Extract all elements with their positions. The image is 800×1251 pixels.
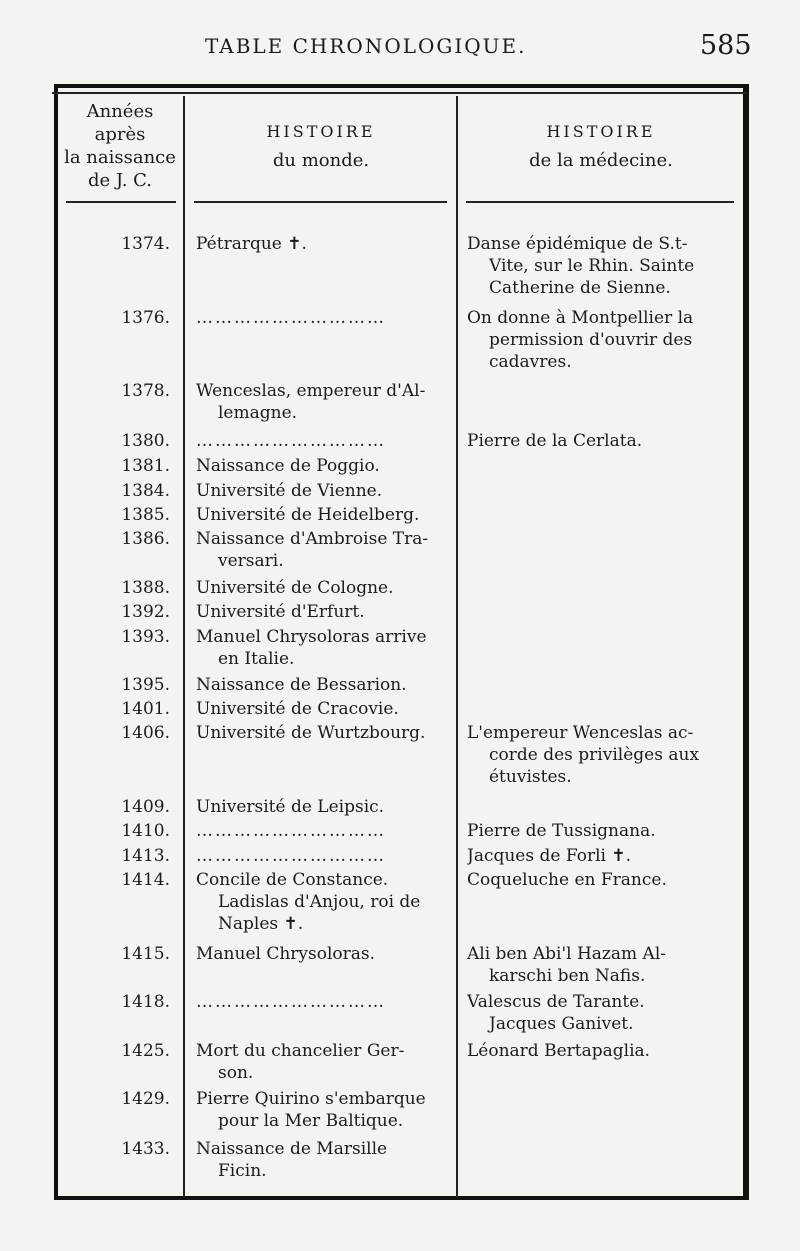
world-event-cell <box>196 1040 458 1084</box>
dot-leader: ………………………… <box>196 821 386 841</box>
event-text-line: Ficin. <box>218 1161 267 1181</box>
world-header-subtitle: du monde. <box>272 150 370 171</box>
event-text-line: Naissance de Bessarion. <box>196 675 407 695</box>
event-text-line: Université de Cologne. <box>196 578 394 598</box>
event-text-line: Pétrarque ✝. <box>196 234 307 254</box>
event-text-line: Concile de Constance. <box>196 870 389 890</box>
event-text-line: Pierre de Tussignana. <box>467 821 656 841</box>
world-event-cell <box>196 1088 458 1132</box>
event-text-line: Léonard Bertapaglia. <box>467 1041 651 1061</box>
world-event-cell <box>196 504 458 526</box>
world-event-cell <box>196 674 458 696</box>
event-text-line: Naissance de Marsille <box>196 1139 388 1159</box>
years-header-line: de J. C. <box>87 170 152 191</box>
header-rule-world <box>194 201 447 203</box>
event-text-line: cadavres. <box>489 352 572 372</box>
world-event-cell <box>196 1138 458 1182</box>
event-text-line: Jacques Ganivet. <box>489 1014 634 1034</box>
event-text-line: permission d'ouvrir des <box>489 330 693 350</box>
event-text-line: Manuel Chrysoloras. <box>196 944 376 964</box>
years-header-line: Années <box>86 101 154 122</box>
event-text-line: Wenceslas, empereur d'Al- <box>196 381 426 401</box>
event-text-line: Pierre Quirino s'embarque <box>196 1089 426 1109</box>
year-cell: 1414. <box>121 870 170 890</box>
year-cell: 1392. <box>121 602 170 622</box>
event-text-line: Manuel Chrysoloras arrive <box>196 627 427 647</box>
event-text-line: étuvistes. <box>489 767 572 787</box>
medicine-event-cell <box>467 845 733 867</box>
dot-leader: ………………………… <box>196 992 386 1012</box>
event-text-line: Université de Vienne. <box>196 481 383 501</box>
world-header-title: HISTOIRE <box>266 122 376 141</box>
event-text-line: Université de Heidelberg. <box>196 505 420 525</box>
world-event-cell <box>196 528 458 572</box>
medicine-event-cell <box>467 943 733 987</box>
year-cell: 1429. <box>121 1089 170 1109</box>
event-text-line: Naissance d'Ambroise Tra- <box>196 529 429 549</box>
dot-leader: ………………………… <box>196 308 386 328</box>
year-cell: 1381. <box>121 456 170 476</box>
event-text-line: karschi ben Nafis. <box>489 966 646 986</box>
event-text-line: L'empereur Wenceslas ac- <box>467 723 694 743</box>
world-event-cell <box>196 869 458 935</box>
medicine-event-cell <box>467 233 733 299</box>
year-cell: 1384. <box>121 481 170 501</box>
world-event-cell <box>196 796 458 818</box>
year-cell: 1425. <box>121 1041 170 1061</box>
world-event-cell <box>196 455 458 477</box>
dot-leader: ………………………… <box>196 846 386 866</box>
column-divider-years <box>183 96 185 1198</box>
medicine-event-cell <box>467 430 733 452</box>
year-cell: 1388. <box>121 578 170 598</box>
year-cell: 1395. <box>121 675 170 695</box>
year-cell: 1406. <box>121 723 170 743</box>
world-event-cell <box>196 820 458 842</box>
world-event-cell <box>196 601 458 623</box>
year-cell: 1409. <box>121 797 170 817</box>
world-event-cell <box>196 307 458 329</box>
dot-leader: ………………………… <box>196 431 386 451</box>
year-cell: 1385. <box>121 505 170 525</box>
event-text-line: Vite, sur le Rhin. Sainte <box>489 256 695 276</box>
event-text-line: Naples ✝. <box>218 914 304 934</box>
event-text-line: Université de Cracovie. <box>196 699 399 719</box>
year-cell: 1401. <box>121 699 170 719</box>
medicine-event-cell <box>467 869 733 891</box>
world-event-cell <box>196 698 458 720</box>
running-head <box>0 30 800 70</box>
event-text-line: Mort du chancelier Ger- <box>196 1041 405 1061</box>
year-cell: 1433. <box>121 1139 170 1159</box>
year-cell: 1418. <box>121 992 170 1012</box>
medicine-event-cell <box>467 722 733 788</box>
page-number: 585 <box>700 30 752 61</box>
event-text-line: en Italie. <box>218 649 295 669</box>
column-header-world <box>196 120 446 172</box>
world-event-cell <box>196 943 458 965</box>
year-cell: 1386. <box>121 529 170 549</box>
event-text-line: Ali ben Abi'l Hazam Al- <box>467 944 666 964</box>
medicine-header-subtitle: de la médecine. <box>529 150 673 171</box>
year-cell: 1378. <box>121 381 170 401</box>
world-event-cell <box>196 233 458 255</box>
event-text-line: Ladislas d'Anjou, roi de <box>218 892 421 912</box>
world-event-cell <box>196 722 458 744</box>
event-text-line: Coqueluche en France. <box>467 870 667 890</box>
world-event-cell <box>196 991 458 1013</box>
event-text-line: versari. <box>218 551 284 571</box>
years-header-line: après <box>94 124 146 145</box>
world-event-cell <box>196 845 458 867</box>
header-rule-medicine <box>466 201 734 203</box>
medicine-header-title: HISTOIRE <box>546 122 656 141</box>
event-text-line: corde des privilèges aux <box>489 745 700 765</box>
event-text-line: Danse épidémique de S.t- <box>467 234 688 254</box>
event-text-line: Valescus de Tarante. <box>467 992 645 1012</box>
event-text-line: Université de Leipsic. <box>196 797 385 817</box>
event-text-line: Université de Wurtzbourg. <box>196 723 426 743</box>
world-event-cell <box>196 430 458 452</box>
world-event-cell <box>196 480 458 502</box>
event-text-line: son. <box>218 1063 254 1083</box>
medicine-event-cell <box>467 1040 733 1062</box>
header-rule-years <box>66 201 176 203</box>
year-cell: 1415. <box>121 944 170 964</box>
year-cell: 1380. <box>121 431 170 451</box>
year-cell: 1376. <box>121 308 170 328</box>
year-cell: 1393. <box>121 627 170 647</box>
event-text-line: Catherine de Sienne. <box>489 278 671 298</box>
page-title: TABLE CHRONOLOGIQUE. <box>205 34 527 58</box>
event-text-line: On donne à Montpellier la <box>467 308 694 328</box>
event-text-line: lemagne. <box>218 403 298 423</box>
world-event-cell <box>196 380 458 424</box>
world-event-cell <box>196 626 458 670</box>
year-cell: 1374. <box>121 234 170 254</box>
event-text-line: Jacques de Forli ✝. <box>467 846 631 866</box>
event-text-line: Naissance de Poggio. <box>196 456 380 476</box>
years-header-line: la naissance <box>64 147 176 168</box>
event-text-line: Pierre de la Cerlata. <box>467 431 643 451</box>
event-text-line: Université d'Erfurt. <box>196 602 365 622</box>
medicine-event-cell <box>467 307 733 373</box>
column-header-years <box>58 100 182 192</box>
year-cell: 1413. <box>121 846 170 866</box>
column-header-medicine <box>468 120 734 172</box>
medicine-event-cell <box>467 991 733 1035</box>
world-event-cell <box>196 577 458 599</box>
table-top-rule <box>52 92 747 94</box>
medicine-event-cell <box>467 820 733 842</box>
event-text-line: pour la Mer Baltique. <box>218 1111 404 1131</box>
year-cell: 1410. <box>121 821 170 841</box>
